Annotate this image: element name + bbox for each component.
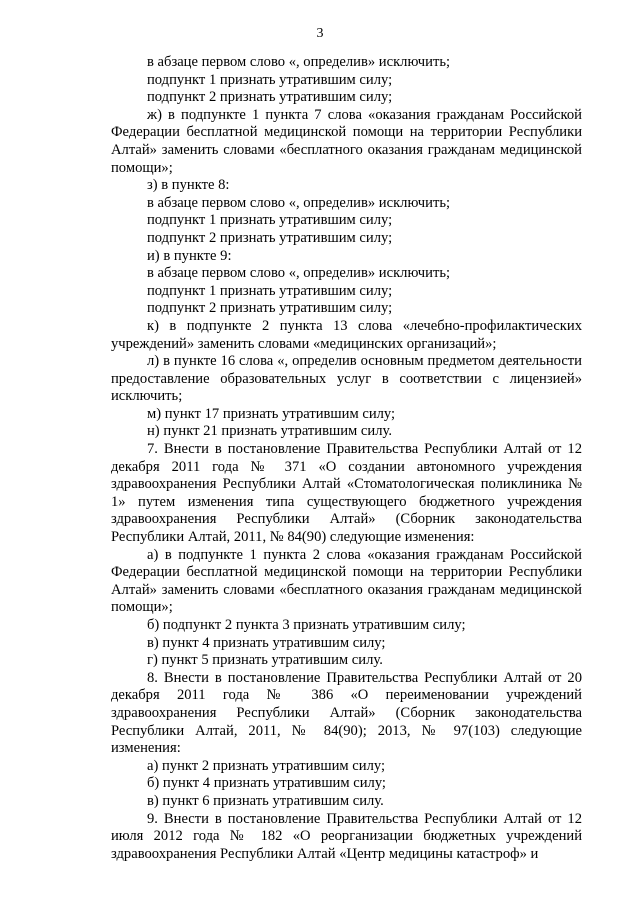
paragraph: подпункт 1 признать утратившим силу; — [147, 212, 393, 229]
paragraph: в) пункт 6 признать утратившим силу. — [147, 792, 384, 809]
paragraph: 8. Внести в постановление Правительства Республики Алтай от 20 декабря 2011 года № 386 «О переименовании учреждений здравоохранения Республики Алтай» (Сборник законодательства Республики Алтай, 2011, № 84(90); 2013, № 97(103) следующие изменения: — [111, 669, 582, 757]
paragraph: подпункт 2 признать утратившим силу; — [147, 89, 393, 106]
paragraph: б) подпункт 2 пункта 3 признать утратившим силу; — [147, 617, 466, 633]
paragraph: 7. Внести в постановление Правительства Республики Алтай от 12 декабря 2011 года № 371 «О создании автономного учреждения здравоохранения Республики Алтай «Стоматологическая поликлиника № 1» путем изменения типа существующего бюджетного учреждения здравоохранения Республики Алтай» (Сборник законодательства Республики Алтай, 2011, № 84(90) следующие изменения: — [111, 441, 582, 546]
paragraph: 9. Внести в постановление Правительства Республики Алтай от 12 июля 2012 года № 182 «О реорганизации бюджетных учреждений здравоохранения Республики Алтай «Центр медицины катастроф» и — [111, 810, 582, 862]
paragraph: подпункт 1 признать утратившим силу; — [147, 282, 393, 299]
paragraph: м) пункт 17 признать утратившим силу; — [147, 405, 396, 422]
paragraph: в) пункт 4 признать утратившим силу; — [147, 634, 386, 651]
paragraph: в абзаце первом слово «, определив» исключить; — [147, 54, 451, 70]
document-body — [111, 54, 582, 863]
paragraph: з) в пункте 8: — [147, 177, 230, 194]
paragraph: к) в подпункте 2 пункта 13 слова «лечебно-профилактических учреждений» заменить словами «медицинских организаций»; — [111, 317, 582, 352]
paragraph: а) пункт 2 признать утратившим силу; — [147, 757, 386, 774]
paragraph: подпункт 2 признать утратившим силу; — [147, 300, 393, 317]
paragraph: в абзаце первом слово «, определив» исключить; — [147, 265, 451, 282]
paragraph: в абзаце первом слово «, определив» исключить; — [147, 194, 451, 211]
paragraph: подпункт 1 признать утратившим силу; — [147, 71, 393, 88]
paragraph: а) в подпункте 1 пункта 2 слова «оказания гражданам Российской Федерации бесплатной медицинской помощи на территории Республики Алтай» заменить словами «бесплатного оказания гражданам медицинской помощи»; — [111, 546, 582, 616]
paragraph: б) пункт 4 признать утратившим силу; — [147, 775, 386, 792]
page-number: 3 — [316, 26, 324, 41]
paragraph: н) пункт 21 признать утратившим силу. — [147, 423, 392, 440]
paragraph: л) в пункте 16 слова «, определив основным предметом деятельности предоставление образовательных услуг в соответствии с лицензией» исключить; — [111, 353, 582, 405]
paragraph: и) в пункте 9: — [147, 247, 232, 264]
paragraph: г) пункт 5 признать утратившим силу. — [147, 652, 383, 669]
paragraph: подпункт 2 признать утратившим силу; — [147, 229, 393, 246]
paragraph: ж) в подпункте 1 пункта 7 слова «оказания гражданам Российской Федерации бесплатной медицинской помощи на территории Республики Алтай» заменить словами «бесплатного оказания гражданам медицинской помощи»; — [111, 106, 582, 176]
